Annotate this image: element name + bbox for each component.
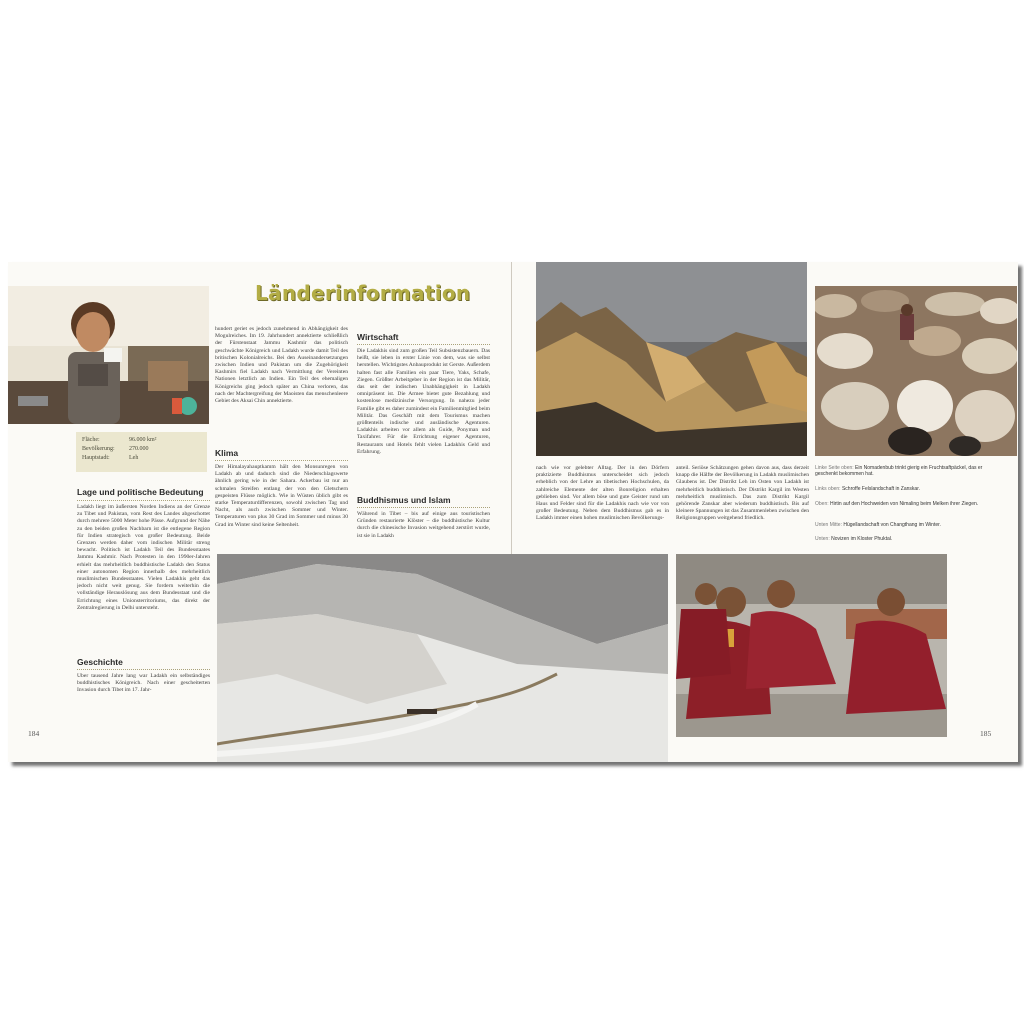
caption-prefix: Oben: xyxy=(815,501,829,507)
caption-text: Novizen im Kloster Phuktal. xyxy=(831,536,893,542)
heading-klima: Klima xyxy=(215,448,239,458)
page-number-left: 184 xyxy=(28,729,40,738)
heading-lage: Lage und politische Bedeutung xyxy=(77,487,204,497)
fact-value: 270.000 xyxy=(129,446,149,452)
fact-label: Bevölkerung: xyxy=(82,446,115,452)
fact-value: 96.000 km² xyxy=(129,437,157,443)
text-wirtschaft: Die Ladakhis sind zum großen Teil Subsistenzbauern. Das heißt, sie leben in erster Linie von dem, was sie selbst herstellen. Wichtigstes Anbauprodukt ist Gerste. Außerdem halten fast alle Familien ein paar Tiere, Yaks, Schafe, Ziegen. Größter Arbeitgeber in der Region ist das Militär, das seit der indischen Unabhängigkeit in Ladakh omnipräsent ist. Die Armee bietet gute Bezahlung und kostenlose medizinische Versorgung. In nahezu jeder Familie gibt es daher zumindest ein Familienmitglied beim Militär. Das Geschäft mit dem Tourismus machen größtenteils indische und ausländische Agenturen. Ladakhis arbeiten vor allem als Guide, Ponyman und Taxifahrer. Für die Errichtung eigener Agenturen, Restaurants und Hotels fehlt vielen Ladakhis Geld und Erfahrung. xyxy=(357,348,490,455)
text-klima: Der Himalayahauptkamm hält den Monsunregen von Ladakh ab und dadurch sind die Niederschlagswerte ähnlich gering wie in der Sahara. Ackerbau ist nur an schmalen Streifen entlang der von den Gletschern gespeisten Flüsse möglich. Wie in Wüsten üblich gibt es starke Temperaturdifferenzen, sowohl zwischen Tag und Nacht, als auch zwischen Sommer und Winter. Temperaturen von plus 30 Grad im Sommer und minus 30 Grad im Winter sind keine Seltenheit. xyxy=(215,464,348,528)
fact-label: Hauptstadt: xyxy=(82,455,110,461)
caption-prefix: Unten: xyxy=(815,536,830,542)
text-buddhismus-cont: nach wie vor gelebter Alltag. Der in den Dörfern praktizierte Buddhismus unterscheidet sich jedoch erheblich von der Lehre an tibetischen Hochschulen, da zahlreiche Elemente der alten Bonreligion erhalten geblieben sind. Vor allem böse und gute Geister rund um Haus und Felder sind für die Ladakhis nach wie vor von großer Bedeutung. Neben dem Buddhismus gab es in Ladakh immer einen hohen muslimischen Bevölkerungs- xyxy=(536,465,669,522)
caption xyxy=(815,486,990,492)
text-geschichte: Über tausend Jahre lang war Ladakh ein selbständiges buddhistisches Königreich. Nach einer gescheiterten Invasion durch Tibet im 17. Jahr- xyxy=(77,673,210,694)
page-title: Länderinformation xyxy=(255,281,471,305)
caption xyxy=(815,501,990,507)
heading-geschichte: Geschichte xyxy=(77,657,123,667)
heading-rule xyxy=(215,460,348,461)
text-lage: Ladakh liegt im äußersten Norden Indiens an der Grenze zu Tibet und Pakistan, vom Rest des Landes abgeschottet durch mehrere 5000 Meter hohe Pässe. Aufgrund der Nähe zu den beiden großen Nachbarn ist die entlegene Region für Indien strategisch von großer Bedeutung. Beide Grenzen werden daher vom indischen Militär streng bewacht. Politisch ist Ladakh Teil des Bundesstaates Jammu Kashmir. Nach Protesten in den 1990er-Jahren erhielt das mehrheitlich buddhistische Ladakh den Status einer autonomen Region innerhalb des mehrheitlich muslimischen Bundesstaates. Vielen Ladakhis geht das jedoch nicht weit genug. Sie fordern weiterhin die vollständige Herauslösung aus dem Bundesstaat und die Errichtung eines Unionsterritoriums, das direkt der Zentralregierung in Delhi untersteht. xyxy=(77,504,210,611)
heading-rule xyxy=(77,500,210,501)
photo-goats xyxy=(815,286,1017,456)
photo-snow-landscape xyxy=(217,554,668,762)
heading-rule xyxy=(77,669,210,670)
caption xyxy=(815,465,990,478)
photo-monks xyxy=(676,554,947,737)
fact-box xyxy=(76,432,207,472)
fact-label: Fläche: xyxy=(82,437,100,443)
photo-nomad-boy xyxy=(8,286,209,424)
text-buddhismus: Während in Tibet – bis auf einige aus touristischen Gründen restaurierte Klöster – die buddhistische Kultur durch die chinesische Invasion weitgehend zerstört wurde, ist sie in Ladakh xyxy=(357,511,490,539)
caption-prefix: Linke Seite oben: xyxy=(815,465,854,471)
caption-prefix: Links oben: xyxy=(815,486,841,492)
photo-mountains xyxy=(536,262,807,456)
text-history-cont: hundert geriet es jedoch zunehmend in Abhängigkeit des Mogulreiches. Im 19. Jahrhundert annektierte schließlich der Fürstenstaat Jammu Kashmir das politisch geschwächte Königreich und Ladakh wurde damit Teil des britischen Kolonialreichs. Bei den Auseinandersetzungen zwischen Indien und Pakistan um die Zugehörigkeit Kashmirs fiel Ladakh nach Vermittlung der Vereinten Nationen letztlich an Indien. Ein Teil des ehemaligen Königreichs ging jedoch später an China verloren, das nach der Machtergreifung der Maoisten das menschenleere Gebiet des Aksai Chin annektierte. xyxy=(215,326,348,405)
caption-text: Schroffe Felslandschaft in Zanskar. xyxy=(841,486,920,492)
heading-buddhismus: Buddhismus und Islam xyxy=(357,495,451,505)
caption xyxy=(815,522,990,528)
caption-text: Ein Nomadenbub trinkt gierig ein Fruchtsaftpäckel, das er geschenkt bekommen hat. xyxy=(815,465,983,478)
page-number-right: 185 xyxy=(980,729,992,738)
book-spread xyxy=(8,262,1018,762)
caption xyxy=(815,536,990,542)
heading-rule xyxy=(357,344,490,345)
heading-wirtschaft: Wirtschaft xyxy=(357,332,399,342)
caption-prefix: Unten Mitte: xyxy=(815,522,842,528)
caption-text: Hügellandschaft von Changthang im Winter. xyxy=(843,522,941,528)
caption-text: Hirtin auf den Hochweiden von Nimaling beim Melken ihrer Ziegen. xyxy=(830,501,979,507)
text-islam: anteil. Seriöse Schätzungen gehen davon aus, dass derzeit knapp die Hälfte der Bevölkerung in Ladakh muslimischen Glaubens ist. Der Distrikt Leh im Osten von Ladakh ist mehrheitlich buddhistisch. Der Distrikt Kargil im Westen mehrheitlich muslimisch. Das zum Distrikt Kargil gehörende Zanskar aber wiederum buddhistisch. Bis auf kleinere Spannungen ist das Zusammenleben zwischen den Religionsgruppen weitgehend friedlich. xyxy=(676,465,809,522)
heading-rule xyxy=(357,507,490,508)
fact-value: Leh xyxy=(129,455,139,461)
